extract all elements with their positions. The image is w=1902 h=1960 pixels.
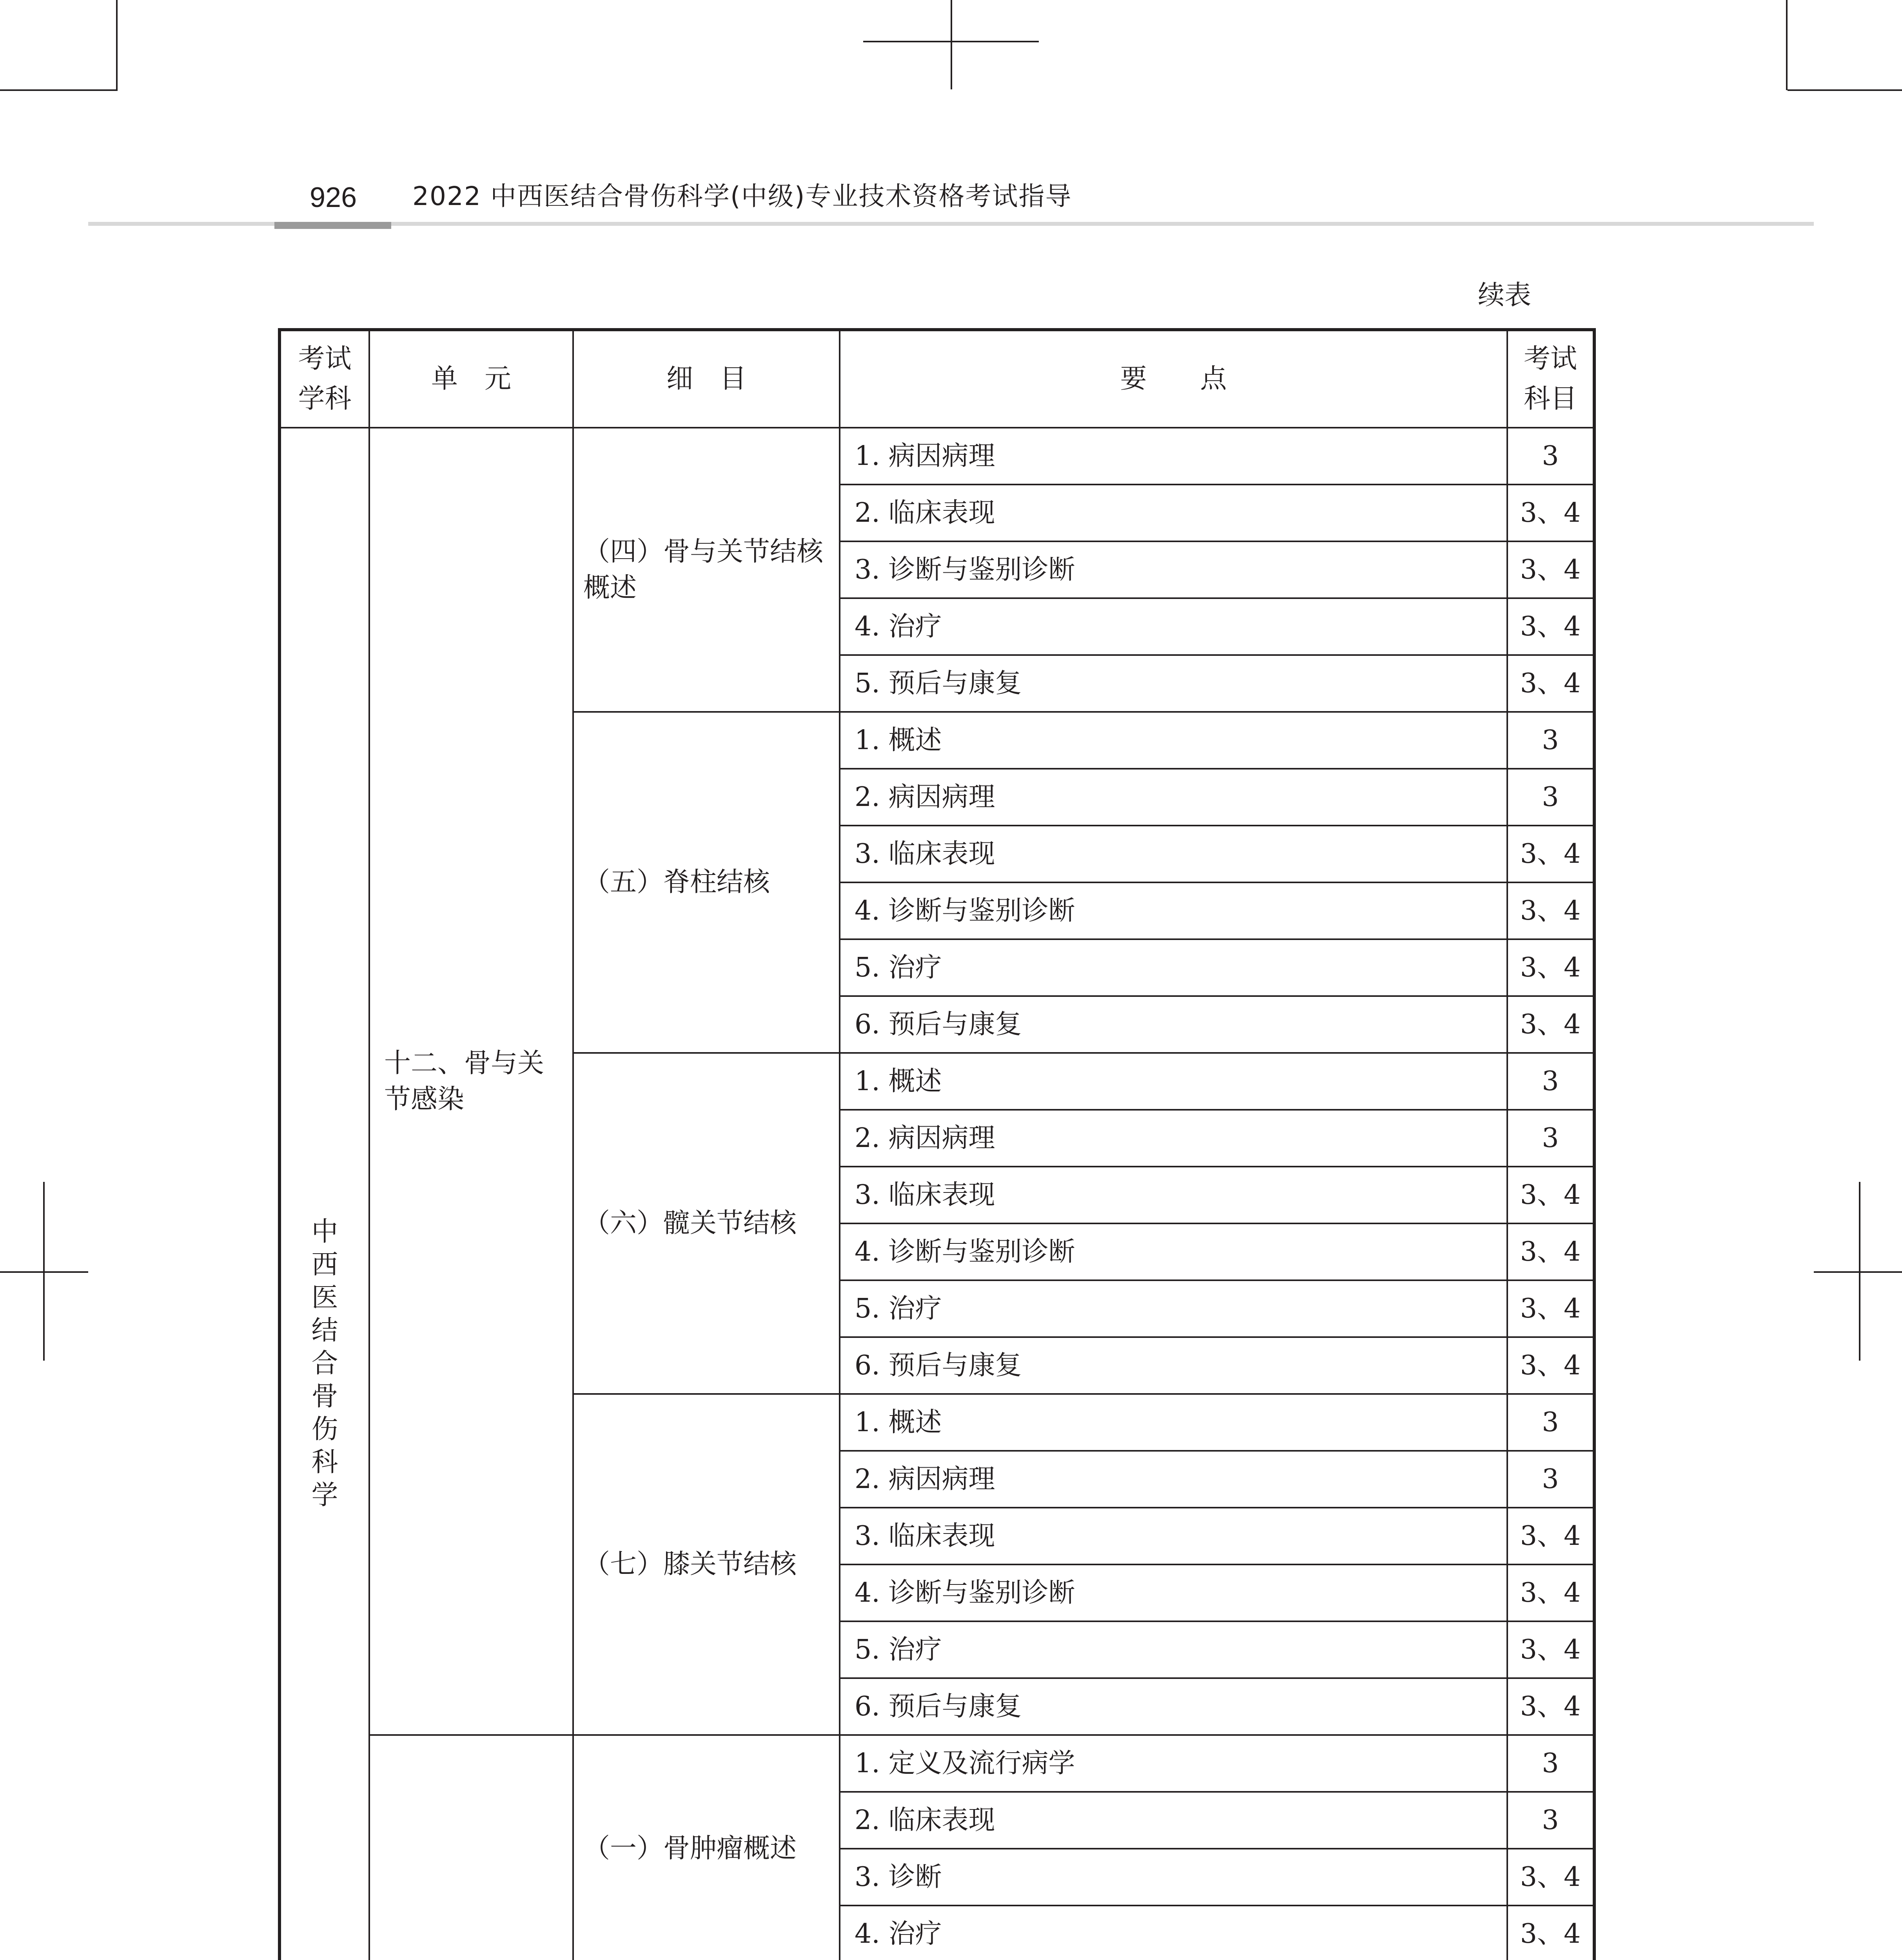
detail-cell: （四）骨与关节结核 概述 xyxy=(573,428,840,712)
level-cell: 3、4 xyxy=(1507,882,1594,939)
point-cell: 2. 病因病理 xyxy=(840,1110,1507,1167)
crop-mark xyxy=(1814,1271,1902,1273)
header-rule-accent xyxy=(274,222,391,229)
level-cell: 3、4 xyxy=(1507,826,1594,882)
level-cell: 3、4 xyxy=(1507,1337,1594,1394)
level-cell: 3 xyxy=(1507,1110,1594,1167)
point-cell: 3. 临床表现 xyxy=(840,826,1507,882)
level-cell: 3 xyxy=(1507,428,1594,485)
page-number: 926 xyxy=(310,182,357,213)
level-cell: 3、4 xyxy=(1507,1906,1594,1960)
level-cell: 3 xyxy=(1507,1053,1594,1110)
level-cell: 3、4 xyxy=(1507,1564,1594,1621)
level-cell: 3、4 xyxy=(1507,1678,1594,1735)
subject-vertical-text: 中 西 医 结 合 骨 伤 科 学 xyxy=(311,1216,338,1511)
point-cell: 1. 病因病理 xyxy=(840,428,1507,485)
level-cell: 3 xyxy=(1507,1735,1594,1792)
point-cell: 3. 诊断 xyxy=(840,1849,1507,1906)
header-cell-subject: 考试 学科 xyxy=(279,330,369,428)
header-cell-detail: 细 目 xyxy=(573,330,840,428)
level-cell: 3、4 xyxy=(1507,1280,1594,1337)
point-cell: 2. 病因病理 xyxy=(840,1451,1507,1508)
point-cell: 4. 治疗 xyxy=(840,598,1507,655)
point-cell: 3. 临床表现 xyxy=(840,1508,1507,1564)
level-cell: 3 xyxy=(1507,712,1594,769)
level-cell: 3 xyxy=(1507,1792,1594,1849)
level-cell: 3、4 xyxy=(1507,1621,1594,1678)
level-cell: 3、4 xyxy=(1507,1849,1594,1906)
syllabus-table xyxy=(278,328,1596,1960)
level-cell: 3 xyxy=(1507,769,1594,826)
point-cell: 6. 预后与康复 xyxy=(840,1337,1507,1394)
level-cell: 3、4 xyxy=(1507,541,1594,598)
detail-cell: （六）髋关节结核 xyxy=(573,1053,840,1394)
table-header-row xyxy=(279,330,1594,428)
point-cell: 5. 治疗 xyxy=(840,1621,1507,1678)
unit-cell xyxy=(369,1735,573,1960)
point-cell: 1. 概述 xyxy=(840,712,1507,769)
point-cell: 4. 诊断与鉴别诊断 xyxy=(840,1223,1507,1280)
point-cell: 4. 诊断与鉴别诊断 xyxy=(840,1564,1507,1621)
crop-mark xyxy=(43,1182,45,1361)
detail-cell: （一）骨肿瘤概述 xyxy=(573,1735,840,1960)
level-cell: 3 xyxy=(1507,1451,1594,1508)
continued-label: 续表 xyxy=(1478,280,1532,311)
level-cell: 3、4 xyxy=(1507,1223,1594,1280)
table-row xyxy=(279,1735,1594,1792)
level-cell: 3 xyxy=(1507,1394,1594,1451)
point-cell: 2. 临床表现 xyxy=(840,1792,1507,1849)
point-cell: 1. 定义及流行病学 xyxy=(840,1735,1507,1792)
level-cell: 3、4 xyxy=(1507,1167,1594,1223)
point-cell: 3. 临床表现 xyxy=(840,1167,1507,1223)
subject-cell xyxy=(279,428,369,1960)
point-cell: 5. 治疗 xyxy=(840,939,1507,996)
header-cell-level: 考试 科目 xyxy=(1507,330,1594,428)
page-header xyxy=(0,0,1902,235)
point-cell: 4. 治疗 xyxy=(840,1906,1507,1960)
crop-mark xyxy=(1859,1182,1860,1361)
level-cell: 3、4 xyxy=(1507,939,1594,996)
point-cell: 2. 临床表现 xyxy=(840,485,1507,541)
level-cell: 3、4 xyxy=(1507,655,1594,712)
header-cell-point: 要 点 xyxy=(840,330,1507,428)
point-cell: 6. 预后与康复 xyxy=(840,1678,1507,1735)
detail-cell: （七）膝关节结核 xyxy=(573,1394,840,1735)
level-cell: 3、4 xyxy=(1507,996,1594,1053)
level-cell: 3、4 xyxy=(1507,485,1594,541)
point-cell: 2. 病因病理 xyxy=(840,769,1507,826)
point-cell: 1. 概述 xyxy=(840,1053,1507,1110)
running-title: 2022 中西医结合骨伤科学(中级)专业技术资格考试指导 xyxy=(412,181,1072,211)
point-cell: 5. 治疗 xyxy=(840,1280,1507,1337)
point-cell: 1. 概述 xyxy=(840,1394,1507,1451)
detail-cell: （五）脊柱结核 xyxy=(573,712,840,1053)
point-cell: 4. 诊断与鉴别诊断 xyxy=(840,882,1507,939)
table-row xyxy=(279,428,1594,485)
point-cell: 3. 诊断与鉴别诊断 xyxy=(840,541,1507,598)
header-cell-unit: 单 元 xyxy=(369,330,573,428)
level-cell: 3、4 xyxy=(1507,1508,1594,1564)
unit-cell: 十二、骨与关 节感染 xyxy=(369,428,573,1735)
point-cell: 5. 预后与康复 xyxy=(840,655,1507,712)
point-cell: 6. 预后与康复 xyxy=(840,996,1507,1053)
level-cell: 3、4 xyxy=(1507,598,1594,655)
